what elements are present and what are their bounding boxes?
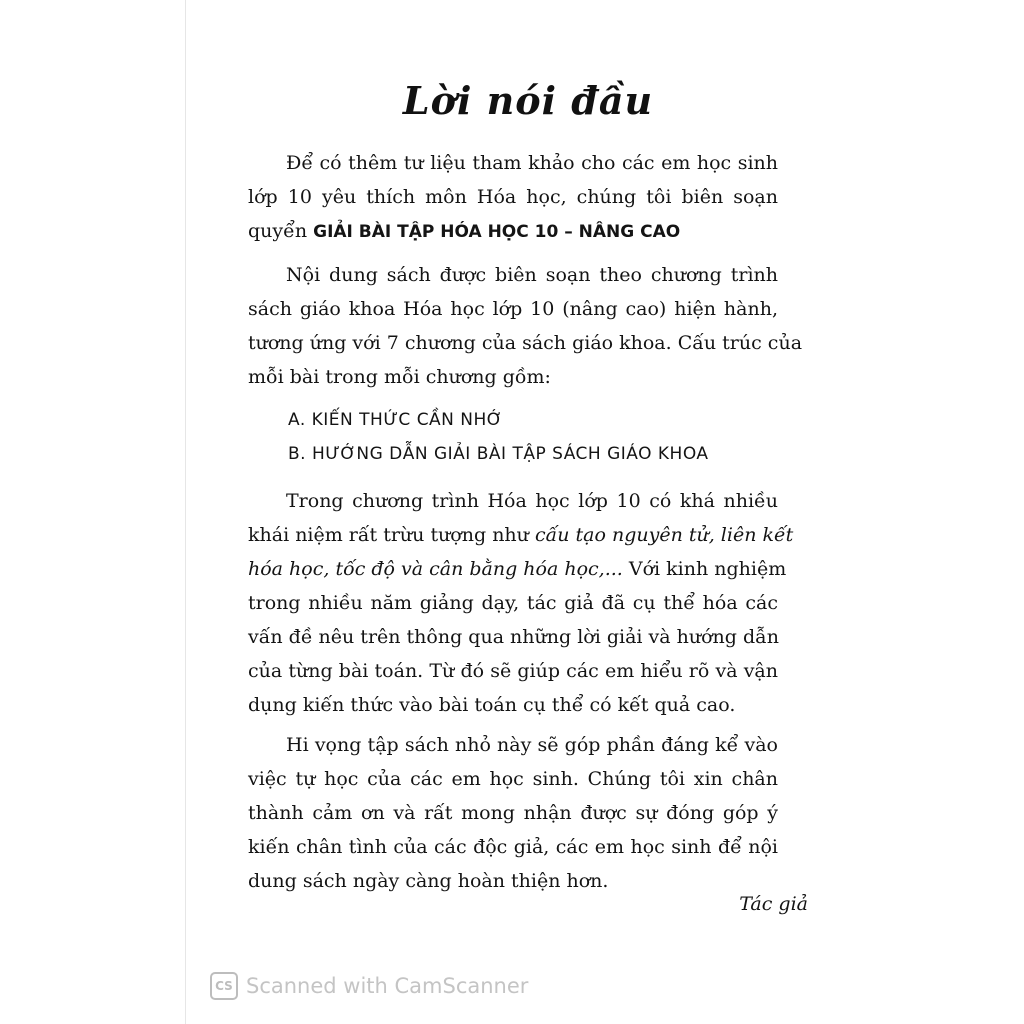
paragraph-line: sách giáo khoa Hóa học lớp 10 (nâng cao) hiện hành, (248, 298, 778, 320)
paragraph-line: dụng kiến thức vào bài toán cụ thể có kết quả cao. (248, 694, 736, 716)
paragraph-line: vấn đề nêu trên thông qua những lời giải và hướng dẫn (248, 626, 780, 648)
paragraph-intro (248, 146, 778, 248)
paragraph-line: dung sách ngày càng hoàn thiện hơn. (248, 870, 609, 892)
paragraph-line: trong nhiều năm giảng dạy, tác giả đã cụ thể hóa các (248, 592, 778, 614)
paragraph-line (248, 214, 778, 248)
book-title: GIẢI BÀI TẬP HÓA HỌC 10 – NÂNG CAO (313, 222, 681, 242)
paragraph-line: lớp 10 yêu thích môn Hóa học, chúng tôi biên soạn (248, 186, 778, 208)
paragraph-line (248, 518, 794, 552)
document-page (248, 0, 808, 1024)
paragraph-line (248, 552, 787, 586)
page-edge (185, 0, 186, 1024)
book-prefix: quyển (248, 220, 308, 242)
camscanner-logo-icon: CS (210, 972, 238, 1000)
paragraph-line: Trong chương trình Hóa học lớp 10 có khá nhiều (286, 490, 778, 512)
paragraph-line: Hi vọng tập sách nhỏ này sẽ góp phần đáng kể vào (286, 734, 778, 756)
italic-run: hóa học, tốc độ và cân bằng hóa học,... (248, 558, 623, 580)
watermark-text: Scanned with CamScanner (246, 974, 529, 998)
paragraph-line: thành cảm ơn và rất mong nhận được sự đóng góp ý (248, 802, 778, 824)
section-heading-a: A. KIẾN THỨC CẦN NHỚ (288, 410, 503, 430)
author-signature: Tác giả (739, 893, 808, 915)
paragraph-line: của từng bài toán. Từ đó sẽ giúp các em hiểu rõ và vận (248, 660, 778, 682)
paragraph-line: tương ứng với 7 chương của sách giáo khoa. Cấu trúc của (248, 332, 803, 354)
paragraph-line: việc tự học của các em học sinh. Chúng tôi xin chân (248, 768, 778, 790)
italic-run: cấu tạo nguyên tử, liên kết (534, 524, 794, 546)
paragraph-closing (248, 728, 778, 898)
paragraph-content (248, 258, 803, 394)
text-run: khái niệm rất trừu tượng như (248, 524, 529, 546)
paragraph-line: mỗi bài trong mỗi chương gồm: (248, 366, 551, 388)
section-heading-b: B. HƯỚNG DẪN GIẢI BÀI TẬP SÁCH GIÁO KHOA (288, 444, 709, 464)
paragraph-line: kiến chân tình của các độc giả, các em học sinh để nội (248, 836, 778, 858)
text-run: Với kinh nghiệm (628, 558, 787, 580)
paragraph-line: Nội dung sách được biên soạn theo chương trình (286, 264, 778, 286)
paragraph-line: Để có thêm tư liệu tham khảo cho các em học sinh (286, 152, 778, 174)
paragraph-concepts (248, 484, 794, 722)
page-title: Lời nói đầu (402, 78, 654, 123)
camscanner-watermark (210, 970, 528, 1002)
